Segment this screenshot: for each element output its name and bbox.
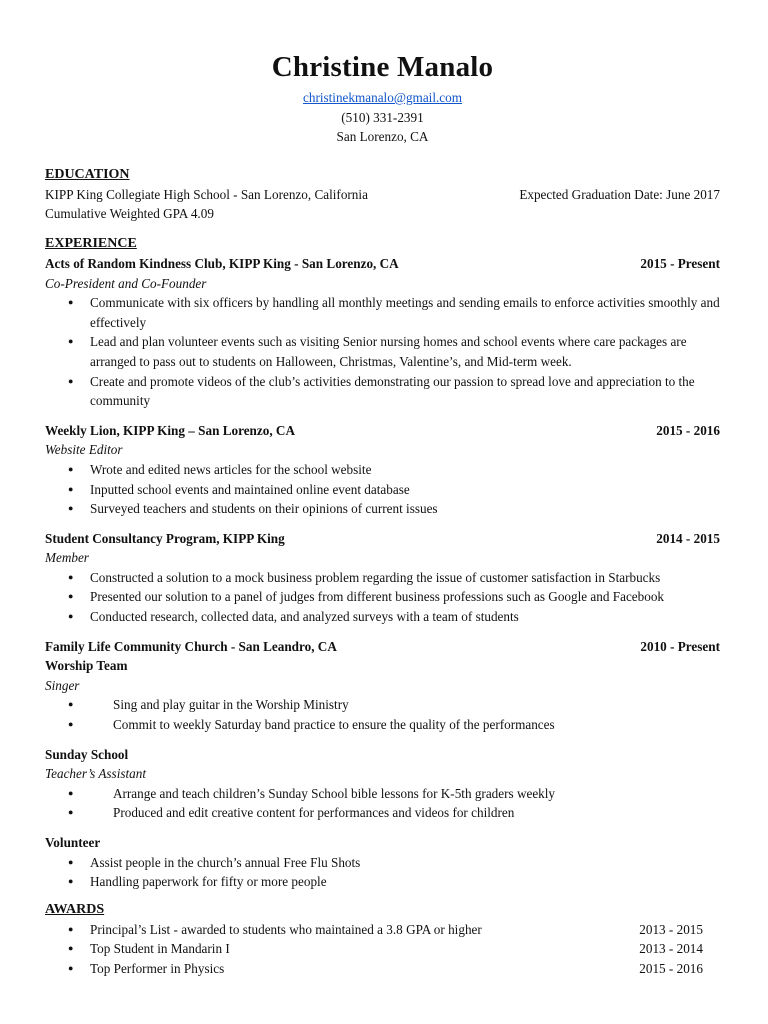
education-section <box>45 165 720 224</box>
entry-header <box>45 637 720 657</box>
email-link[interactable]: christinekmanalo@gmail.com <box>303 90 462 105</box>
entry-dates: 2015 - Present <box>640 255 720 271</box>
role: Singer <box>45 677 80 693</box>
candidate-name: Christine Manalo <box>271 51 494 83</box>
list-item: ● Arrange and teach children’s Sunday School bible lessons for K-5th graders weekly <box>45 784 720 804</box>
gpa: Cumulative Weighted GPA 4.09 <box>45 206 214 222</box>
experience-entry-lion <box>45 421 720 519</box>
bullet-list <box>45 568 720 627</box>
awards-heading: AWARDS <box>45 901 105 917</box>
list-item: ● Sing and play guitar in the Worship Ministry <box>45 695 720 715</box>
award-dates: 2013 - 2014 <box>639 941 703 957</box>
organization: Student Consultancy Program, KIPP King <box>45 530 285 546</box>
role: Website Editor <box>45 442 123 458</box>
list-item: ● Wrote and edited news articles for the school website <box>45 460 720 480</box>
entry-header <box>45 529 720 549</box>
bullet-list <box>45 460 720 519</box>
education-row <box>45 185 720 205</box>
graduation-date: Expected Graduation Date: June 2017 <box>519 186 720 202</box>
organization: Acts of Random Kindness Club, KIPP King - San Lorenzo, CA <box>45 255 399 271</box>
subheading: Worship Team <box>45 658 128 674</box>
bullet-list <box>45 784 720 823</box>
award-text: Top Student in Mandarin I <box>90 941 230 957</box>
list-item <box>45 939 720 959</box>
list-item: ● Produced and edit creative content for performances and videos for children <box>45 803 720 823</box>
experience-section <box>45 234 720 892</box>
phone-number: (510) 331-2391 <box>341 109 424 125</box>
role: Teacher’s Assistant <box>45 766 147 782</box>
subheading: Sunday School <box>45 746 129 762</box>
resume-header <box>45 0 720 147</box>
list-item: ● Communicate with six officers by handling all monthly meetings and sending emails to enforce activities smoothly and effectively <box>45 293 720 332</box>
list-item: ● Assist people in the church’s annual Free Flu Shots <box>45 853 720 873</box>
list-item: ● Create and promote videos of the club’s activities demonstrating our passion to spread love and appreciation to the community <box>45 372 720 411</box>
entry-dates: 2014 - 2015 <box>656 530 720 546</box>
experience-entry-scp <box>45 529 720 627</box>
role: Member <box>45 550 89 566</box>
location: San Lorenzo, CA <box>336 129 429 145</box>
role: Co-President and Co-Founder <box>45 275 207 291</box>
awards-list <box>45 920 720 979</box>
entry-header <box>45 254 720 274</box>
education-heading: EDUCATION <box>45 166 130 182</box>
list-item: ● Constructed a solution to a mock business problem regarding the issue of customer satisfaction in Starbucks <box>45 568 720 588</box>
list-item: ● Handling paperwork for fifty or more people <box>45 872 720 892</box>
bullet-list <box>45 853 720 892</box>
list-item <box>45 920 720 940</box>
awards-section <box>45 900 720 979</box>
organization: Family Life Community Church - San Leandro, CA <box>45 638 337 654</box>
award-text: Principal’s List - awarded to students who maintained a 3.8 GPA or higher <box>90 921 482 937</box>
entry-dates: 2015 - 2016 <box>656 422 720 438</box>
list-item: ● Presented our solution to a panel of judges from different business professions such as Google and Facebook <box>45 587 720 607</box>
entry-header <box>45 421 720 441</box>
list-item: ● Commit to weekly Saturday band practice to ensure the quality of the performances <box>45 715 720 735</box>
award-dates: 2015 - 2016 <box>639 960 703 976</box>
award-dates: 2013 - 2015 <box>639 921 703 937</box>
entry-dates: 2010 - Present <box>640 638 720 654</box>
list-item: ● Lead and plan volunteer events such as visiting Senior nursing homes and school events where care packages are arranged to pass out to students on Halloween, Christmas, Valentine’s, and Mid-term week. <box>45 332 720 371</box>
subheading: Volunteer <box>45 835 101 850</box>
list-item: ● Conducted research, collected data, and analyzed surveys with a team of students <box>45 607 720 627</box>
list-item: ● Surveyed teachers and students on their opinions of current issues <box>45 499 720 519</box>
list-item: ● Inputted school events and maintained online event database <box>45 480 720 500</box>
experience-heading: EXPERIENCE <box>45 235 137 251</box>
bullet-list <box>45 293 720 411</box>
bullet-list <box>45 695 720 734</box>
list-item <box>45 959 720 979</box>
experience-entry-arok <box>45 254 720 411</box>
award-text: Top Performer in Physics <box>90 960 225 976</box>
experience-entry-church <box>45 637 720 892</box>
school-name: KIPP King Collegiate High School - San Lorenzo, California <box>45 186 368 202</box>
organization: Weekly Lion, KIPP King – San Lorenzo, CA <box>45 422 295 438</box>
